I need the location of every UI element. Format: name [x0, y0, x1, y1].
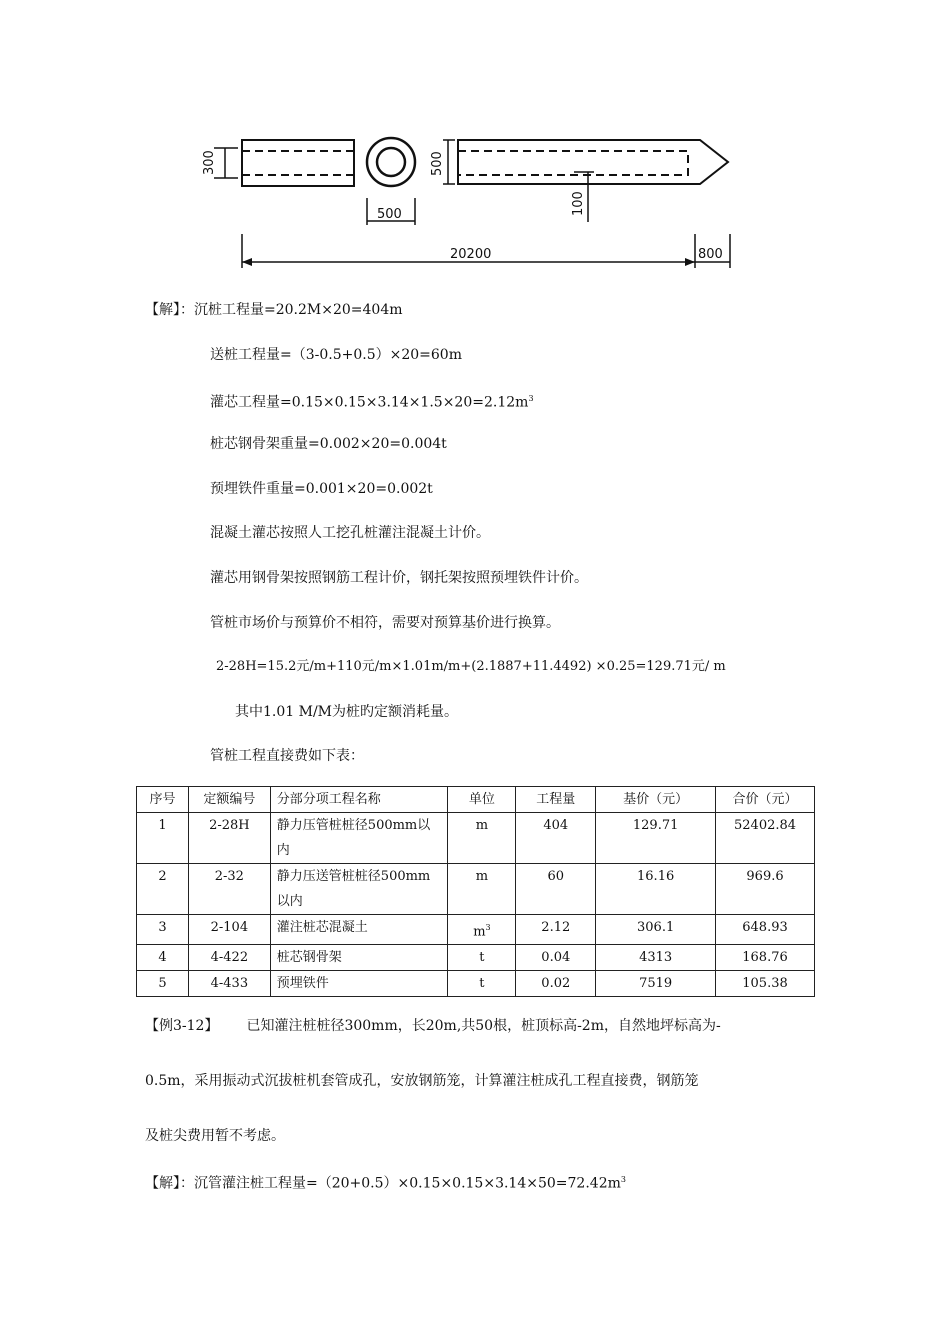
- header-price: 基价（元）: [596, 787, 716, 813]
- cell-qty: 60: [516, 864, 596, 915]
- cell-name: 预埋铁件: [270, 971, 448, 997]
- cell-code: 4-433: [188, 971, 270, 997]
- cell-qty: 404: [516, 813, 596, 864]
- table-row: [137, 945, 815, 971]
- header-total: 合价（元）: [716, 787, 815, 813]
- table-header-row: [137, 787, 815, 813]
- header-no: 序号: [137, 787, 189, 813]
- solution-line1: 【解】：沉桩工程量=20.2M×20=404m: [145, 302, 403, 318]
- cell-no: 2: [137, 864, 189, 915]
- table-row: [137, 971, 815, 997]
- cell-total: 648.93: [716, 915, 815, 945]
- dim-20200: 20200: [450, 247, 492, 262]
- cell-code: 2-32: [188, 864, 270, 915]
- header-unit: 单位: [448, 787, 516, 813]
- table-row: [137, 915, 815, 945]
- cell-code: 4-422: [188, 945, 270, 971]
- header-qty: 工程量: [516, 787, 596, 813]
- solution-line6: 混凝土灌芯按照人工挖孔桩灌注混凝土计价。: [210, 525, 490, 541]
- solution-line3: 灌芯工程量$=0.15\times 0.15\times 3.14\times 1.5\times 20=2.12m^3$: [210, 394, 534, 411]
- table-row: [137, 813, 815, 864]
- cell-qty: 2.12: [516, 915, 596, 945]
- header-code: 定额编号: [188, 787, 270, 813]
- cell-qty: 0.04: [516, 945, 596, 971]
- solution-line2: 送桩工程量=（3-0.5+0.5）×20=60m: [210, 347, 462, 363]
- dim-100: 100: [571, 191, 586, 216]
- cell-unit: t: [448, 971, 516, 997]
- dim-800: 800: [698, 247, 723, 262]
- cell-unit: m: [448, 864, 516, 915]
- cell-no: 4: [137, 945, 189, 971]
- cell-unit: m: [448, 813, 516, 864]
- cell-total: 105.38: [716, 971, 815, 997]
- cell-qty: 0.02: [516, 971, 596, 997]
- solution-label: 【解】：: [145, 302, 194, 318]
- cell-unit: $m^3$: [448, 915, 516, 945]
- solution-line9: 2-28H=15.2元/m+110元/m×1.01m/m+(2.1887+11.4492) ×0.25=129.71元/ m: [216, 659, 726, 674]
- dim-500-side: 500: [430, 151, 445, 176]
- cell-code: 2-28H: [188, 813, 270, 864]
- solution-line5: 预埋铁件重量=0.001×20=0.002t: [210, 481, 433, 497]
- cell-name: 灌注桩芯混凝土: [270, 915, 448, 945]
- example-line1: 【例3-12】 已知灌注桩桩径300mm，长20m,共50根，桩顶标高-2m，自然地坪标高为-: [145, 1018, 721, 1034]
- cell-total: 168.76: [716, 945, 815, 971]
- cell-price: 16.16: [596, 864, 716, 915]
- example-line2: 0.5m，采用振动式沉拔桩机套管成孔，安放钢筋笼，计算灌注桩成孔工程直接费，钢筋笼: [145, 1073, 699, 1089]
- cell-no: 1: [137, 813, 189, 864]
- cell-unit: t: [448, 945, 516, 971]
- solution-line8: 管桩市场价与预算价不相符，需要对预算基价进行换算。: [210, 615, 560, 631]
- cell-code: 2-104: [188, 915, 270, 945]
- example-label: 【例3-12】: [145, 1018, 219, 1034]
- pile-cross-section: [367, 138, 415, 186]
- solution2-label: 【解】：: [145, 1175, 194, 1192]
- cost-table: [136, 786, 815, 997]
- cell-price: 306.1: [596, 915, 716, 945]
- cell-price: 129.71: [596, 813, 716, 864]
- dim-300: 300: [202, 150, 217, 175]
- header-name: 分部分项工程名称: [270, 787, 448, 813]
- example-line3: 及桩尖费用暂不考虑。: [145, 1128, 285, 1144]
- pile-section-short: [242, 140, 354, 186]
- cell-no: 5: [137, 971, 189, 997]
- solution2-line1: 【解】：沉管灌注桩工程量$=(20+0.5)\times 0.15\times 0.15\times 3.14\times 50=72.42m^3$: [145, 1175, 626, 1192]
- table-row: [137, 864, 815, 915]
- cell-price: 7519: [596, 971, 716, 997]
- solution-line10: 其中1.01 M/M为桩旳定额消耗量。: [235, 704, 459, 720]
- cell-name: 静力压管桩桩径500mm以 内: [270, 813, 448, 864]
- pile-diagram: [0, 0, 950, 290]
- dim-500-circle: 500: [377, 207, 402, 222]
- solution-line4: 桩芯钢骨架重量=0.002×20=0.004t: [210, 436, 447, 452]
- cell-name: 桩芯钢骨架: [270, 945, 448, 971]
- solution-line7: 灌芯用钢骨架按照钢筋工程计价，钢托架按照预埋铁件计价。: [210, 570, 588, 586]
- cell-name: 静力压送管桩桩径500mm 以内: [270, 864, 448, 915]
- solution-line11: 管桩工程直接费如下表：: [210, 748, 364, 764]
- cell-no: 3: [137, 915, 189, 945]
- cell-price: 4313: [596, 945, 716, 971]
- cell-total: 52402.84: [716, 813, 815, 864]
- cell-total: 969.6: [716, 864, 815, 915]
